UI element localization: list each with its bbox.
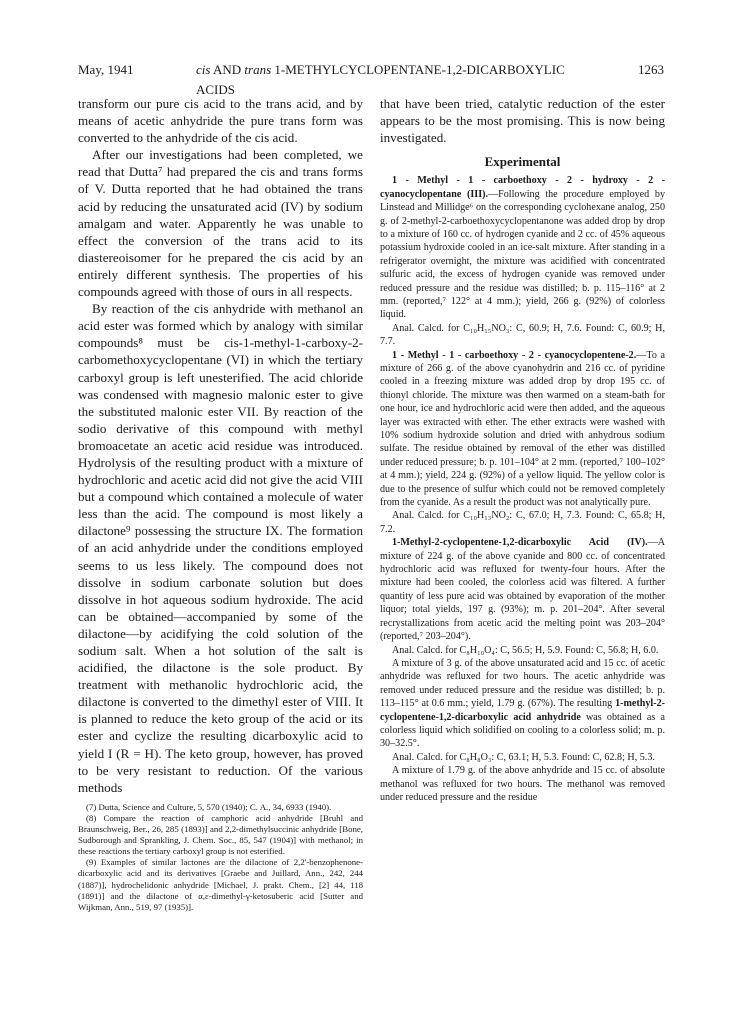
compound-title: 1 - Methyl - 1 - carboethoxy - 2 - cyanocyclopentene-2.	[392, 349, 637, 361]
header-date: May, 1941	[78, 62, 134, 77]
compound-name: 1-methyl-2-cyclopentene-1,2-dicarboxylic acid anhydride	[380, 698, 665, 723]
footnote-8: (8) Compare the reaction of camphoric acid anhydride [Bruhl and Braunschweig, Ber., 26, 285 (1893)] and 2,2-dimethylsuccinic anhydride [Bone, Sudborough and Sprankling, J. Chem. Soc., 85, 547 (1904)] with methanol; in these reactions the tertiary carboxyl group is not esterified.	[78, 812, 363, 857]
compound-paragraph	[380, 657, 665, 751]
paragraph: that have been tried, catalytic reduction of the ester appears to be the most promising. This is now being investigated.	[380, 96, 665, 146]
paragraph: transform our pure cis acid to the trans acid, and by means of acetic anhydride the pure trans form was converted to the anhydride of the cis acid.	[78, 96, 363, 146]
header-title-and: AND	[210, 62, 245, 77]
header-title-rest: 1-METHYLCYCLOPENTANE-1,2-DICARBOXYLIC ACIDS	[196, 62, 565, 97]
right-column	[380, 95, 665, 995]
header-title-cis: cis	[196, 62, 211, 77]
page-number: 1263	[638, 62, 664, 77]
analysis-line: Anal. Calcd. for C₁₀H₁₃NO₂: C, 67.0; H, 7.3. Found: C, 65.8; H, 7.2.	[380, 510, 665, 535]
compound-title: 1 - Methyl - 1 - carboethoxy - 2 - hydroxy - 2 - cyanocyclopentane (III).	[380, 175, 665, 200]
compound-body: —Following the procedure employed by Linstead and Millidge⁶ on the corresponding cyclohexane analog, 250 g. of 2-methyl-2-carboethoxycyclopentanone was added drop by drop to a mixture of 160 cc. of hydrogen cyanide and 2 cc. of 45% aqueous potassium hydroxide cooled in an ice-salt mixture. After standing in a refrigerator overnight, the mixture was acidified with concentrated sulfuric acid, the excess of hydrogen cyanide was removed under reduced pressure and the residue was distilled; b. p. 115–116° at 2 mm. (reported,⁷ 122° at 4 mm.); yield, 266 g. (92%) of colorless liquid.	[380, 188, 665, 321]
compound-paragraph	[380, 174, 665, 321]
paragraph: By reaction of the cis anhydride with methanol an acid ester was formed which by analogy with similar compounds⁸ must be cis-1-methyl-1-carboxy-2-carbomethoxycyclopentane (VI) in which the tertiary carboxyl group is left unesterified. The acid chloride was condensed with magnesio malonic ester to give the substituted malonic ester VII. By reaction of the sodio derivative of this compound with methyl bromoacetate an acetic acid residue was introduced. Hydrolysis of the resulting product with a mixture of hydrochloric and acetic acid did not give the acid VIII but a compound which contained a molecule of water less than the acid. The compound is most likely a dilactone⁹ possessing the structure IX. The formation of an acid anhydride under the conditions employed seems to us less likely. The compound does not dissolve in sodium carbonate solution but does dissolve in hot aqueous sodium hydroxide. The acid can be obtained—accompanied by some of the dilactone—by acidifying the cold solution of the sodium salt. When a hot solution of the salt is acidified, the dilactone is the sole product. By treatment with methanolic hydrochloric acid, the dilactone is converted to the dimethyl ester of VIII. It is planned to reduce the keto group of the acid or its ester and cyclize the resulting dicarboxylic acid to yield I (R = H). The keto group, however, has proved to be very resistant to reduction. Of the various methods	[78, 301, 363, 795]
analysis-line: Anal. Calcd. for C₈H₈O₃: C, 63.1; H, 5.3. Found: C, 62.8; H, 5.3.	[392, 751, 655, 763]
section-title: Experimental	[484, 154, 561, 170]
compound-paragraph: A mixture of 1.79 g. of the above anhydride and 15 cc. of absolute methanol was refluxed for two hours. The methanol was removed under reduced pressure and the residue	[380, 765, 665, 803]
analysis-line: Anal. Calcd. for C₁₀H₁₅NO₃: C, 60.9; H, 7.6. Found: C, 60.9; H, 7.7.	[380, 322, 665, 348]
footnotes	[78, 802, 363, 913]
compound-body: A mixture of 3 g. of the above unsaturated acid and 15 cc. of acetic anhydride was refluxed for two hours. The acetic anhydride was removed under reduced pressure and the residue was distilled; b. p. 113–115° at 0.6 mm.; yield, 1.79 g. (67%). The resulting	[380, 657, 665, 710]
compound-body: —A mixture of 224 g. of the above cyanide and 800 cc. of concentrated hydrochloric acid was refluxed for twenty-four hours. After the mixture had been cooled, the colorless acid was filtered. A further quantity of less pure acid was obtained by evaporation of the mother liquor; total yields, 197 g. (93%); m. p. 201–204°. After several recrystallizations from acetic acid the melting point was 203–204° (reported,⁷ 203–204°).	[380, 537, 665, 643]
paragraph: After our investigations had been completed, we read that Dutta⁷ had prepared the cis and trans forms of V. Dutta reported that he had obtained the trans acid by reducing the unsaturated acid (IV) by sodium amalgam and water. Apparently he was unable to effect the conversion of the trans acid to its diastereoisomer for he prepared the cis acid by an entirely different synthesis. The properties of his compounds agreed with those of ours in all respects.	[78, 147, 363, 300]
compound-body: was obtained as a colorless liquid which solidified on cooling to a colorless solid; m. p. 30–32.5°.	[380, 711, 665, 750]
running-header	[78, 60, 664, 97]
footnote-7: (7) Dutta, Science and Culture, 5, 570 (1940); C. A., 34, 6933 (1940).	[86, 801, 332, 812]
analysis-line: Anal. Calcd. for C₈H₁₀O₄: C, 56.5; H, 5.9. Found: C, 56.8; H, 6.0.	[392, 644, 659, 656]
header-title-trans: trans	[244, 62, 272, 77]
compound-body: —To a mixture of 266 g. of the above cyanohydrin and 216 cc. of pyridine cooled in a freezing mixture was added drop by drop 195 cc. of thionyl chloride. The mixture was then warmed on a steam-bath for one hour, ice and hydrochloric acid were then added, and the aqueous layer was extracted with ether. The ether extracts were washed with 10% sodium hydroxide solution and dried with anhydrous sodium sulfate. The residue obtained by removal of the ether was distilled under reduced pressure; b. p. 101–104° at 2 mm. (reported,⁷ 100–102° at 4 mm.); yield, 224 g. (92%) of a yellow liquid. The yellow color is due to the presence of sulfur which could not be removed completely from the cyanide. As a result the product was not analytically pure.	[380, 349, 665, 509]
compound-paragraph	[380, 349, 665, 510]
footnote-9: (9) Examples of similar lactones are the dilactone of 2,2'-benzophenone-dicarboxylic acid and its derivatives [Graebe and Juillard, Ann., 242, 244 (1887)], hydrochelidonic anhydride [Michael, J. prakt. Chem., [2] 44, 118 (1891)] and the dilactone of α,ε-dimethyl-γ-ketosuberic acid [Sutter and Wijkman, Ann., 519, 97 (1935)].	[78, 857, 363, 912]
compound-paragraph	[380, 536, 665, 643]
compound-title: 1-Methyl-2-cyclopentene-1,2-dicarboxylic Acid (IV).	[392, 537, 648, 549]
header-title	[196, 60, 596, 100]
left-column	[78, 95, 363, 995]
